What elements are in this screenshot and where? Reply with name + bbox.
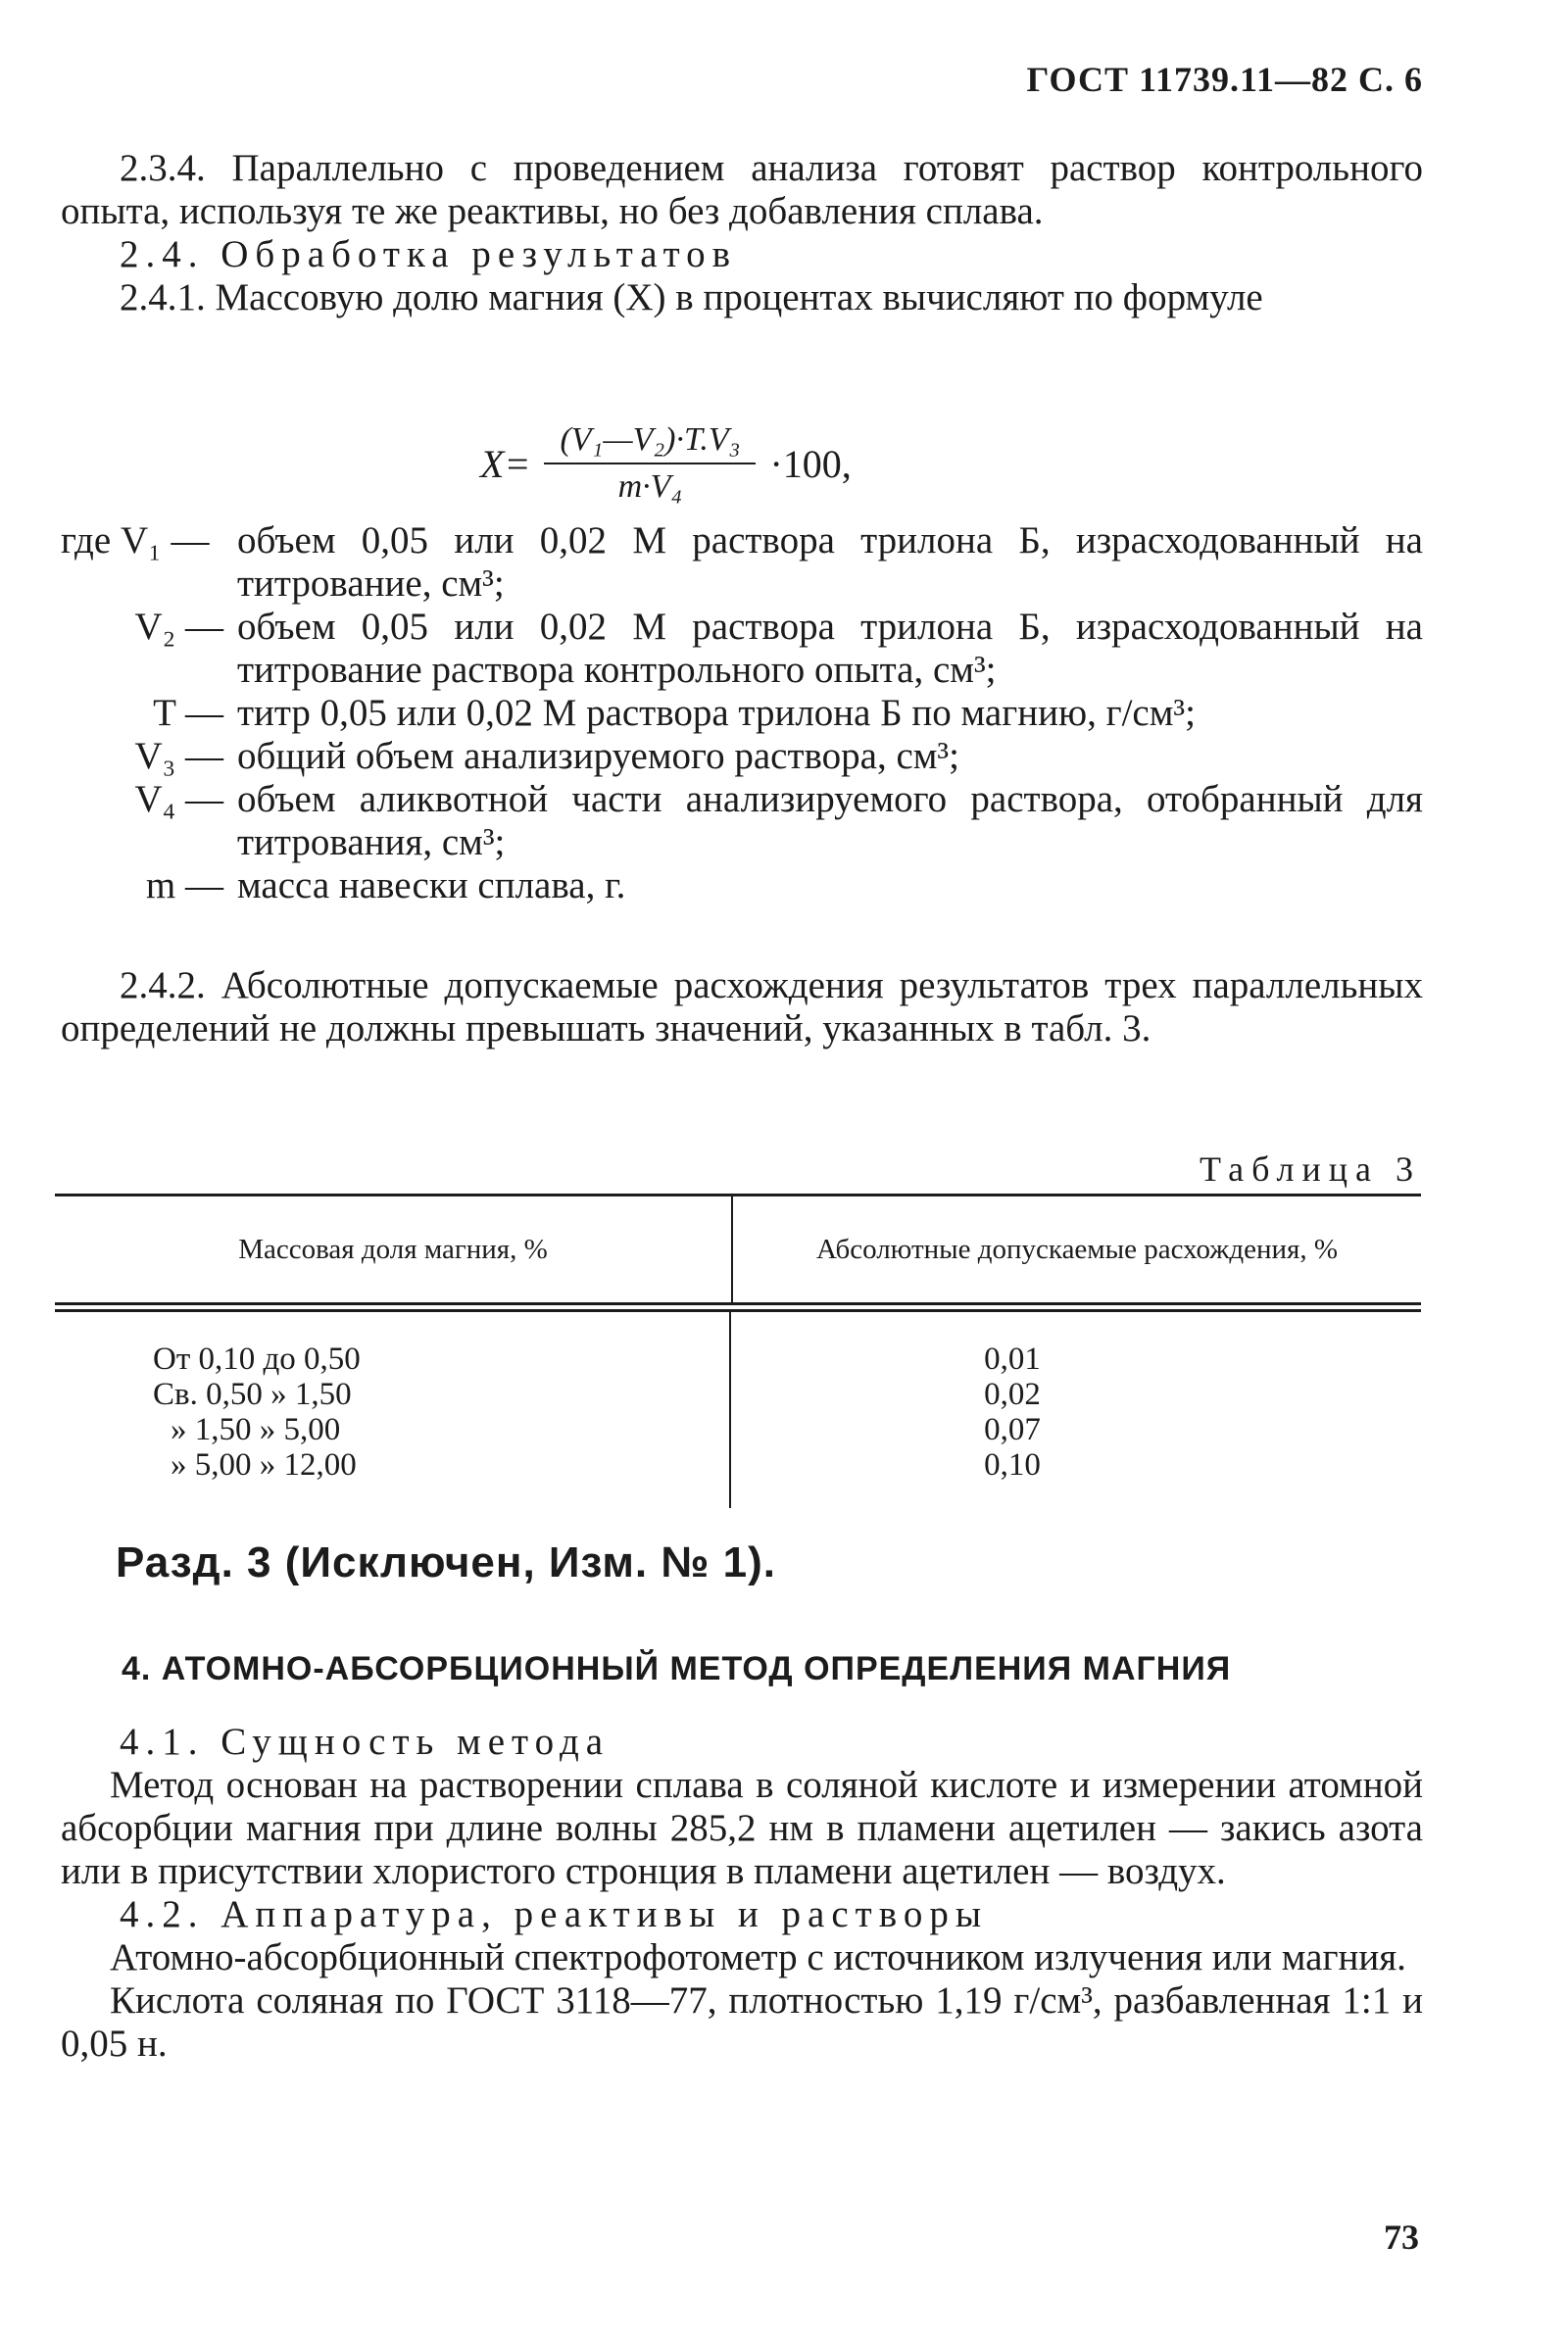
table-cell-range: » 5,00 » 12,00 [171, 1447, 357, 1483]
paragraph-2-4-2: 2.4.2. Абсолютные допускаемые расхождения результатов трех параллельных определений не должны превышать значений, указанных в табл. 3. [61, 964, 1423, 1049]
table-body [55, 1312, 1421, 1508]
table-cell-value: 0,07 [984, 1412, 1041, 1447]
table-header-rule [55, 1302, 1421, 1305]
page-header: ГОСТ 11739.11—82 С. 6 [1026, 60, 1423, 99]
definition-text: объем 0,05 или 0,02 М раствора трилона Б, израсходованный на титрование раствора контрольного опыта, см³; [237, 606, 1423, 691]
formula-numerator: (V₁—V₂)·T.V₃ [544, 421, 756, 464]
definition-row [61, 735, 1423, 778]
table-cell-value: 0,10 [984, 1447, 1041, 1483]
table-header [55, 1196, 1421, 1302]
paragraph-2-4-2-block [61, 964, 1423, 1050]
heading-2-4: 2.4. Обработка результатов [120, 233, 738, 275]
definition-text: общий объем анализируемого раствора, см³; [237, 735, 959, 777]
section-3-note: Разд. 3 (Исключен, Изм. № 1). [116, 1538, 776, 1586]
paragraph-2-3-4: 2.3.4. Параллельно с проведением анализа готовят раствор контрольного опыта, используя те же реактивы, но без добавления сплава. [61, 147, 1423, 232]
paragraph-4-2-a: Атомно-абсорбционный спектрофотометр с источником излучения или магния. [110, 1936, 1406, 1978]
column-header-mass-fraction: Массовая доля магния, % [55, 1196, 733, 1302]
paragraph-2-4-1: 2.4.1. Массовую долю магния (X) в процентах вычисляют по формуле [120, 276, 1263, 318]
definition-symbol: V₄ — [134, 778, 223, 820]
section-4-body [61, 1721, 1423, 2066]
formula [480, 421, 852, 506]
formula-denominator: m·V₄ [617, 468, 683, 505]
tolerance-table [55, 1194, 1421, 1508]
definition-row [61, 692, 1423, 735]
definition-symbol: где V₁ — [61, 519, 210, 561]
formula-lhs: X= [480, 441, 531, 486]
top-text-block [61, 147, 1423, 319]
section-4-title: 4. АТОМНО-АБСОРБЦИОННЫЙ МЕТОД ОПРЕДЕЛЕНИЯ МАГНИЯ [122, 1650, 1232, 1687]
definition-row [61, 864, 1423, 907]
paragraph-4-2-b: Кислота соляная по ГОСТ 3118—77, плотностью 1,19 г/см³, разбавленная 1:1 и 0,05 н. [61, 1979, 1423, 2065]
definition-text: объем 0,05 или 0,02 М раствора трилона Б, израсходованный на титрование, см³; [237, 519, 1423, 605]
definition-text: титр 0,05 или 0,02 М раствора трилона Б по магнию, г/см³; [237, 692, 1196, 734]
definition-text: масса навески сплава, г. [237, 864, 626, 906]
range-column [55, 1312, 731, 1508]
definition-row [61, 606, 1423, 692]
column-header-tolerance: Абсолютные допускаемые расхождения, % [816, 1233, 1338, 1265]
page-number: 73 [1384, 2218, 1419, 2257]
value-column [731, 1312, 1421, 1508]
paragraph-4-1: Метод основан на растворении сплава в соляной кислоте и измерении атомной абсорбции магния при длине волны 285,2 нм в пламени ацетилен — закись азота или в присутствии хлористого стронция в пламени ацетилен — воздух. [61, 1764, 1423, 1892]
definitions-list [61, 519, 1423, 907]
definition-symbol: V₂ — [134, 606, 223, 648]
table-cell-range: » 1,50 » 5,00 [171, 1412, 341, 1447]
table-cell-value: 0,01 [984, 1342, 1041, 1377]
definition-symbol: m — [145, 864, 223, 906]
formula-rhs: ·100, [769, 441, 852, 486]
definition-row [61, 519, 1423, 606]
table-cell-value: 0,02 [984, 1377, 1041, 1412]
table-caption: Таблица 3 [1200, 1149, 1421, 1189]
definition-symbol: V₃ — [134, 735, 223, 777]
formula-fraction [544, 421, 756, 506]
definition-symbol: T — [153, 692, 223, 734]
table-cell-range: Св. 0,50 » 1,50 [153, 1377, 352, 1412]
heading-4-2: 4.2. Аппаратура, реактивы и растворы [120, 1893, 989, 1935]
definition-row [61, 778, 1423, 864]
table-cell-range: От 0,10 до 0,50 [153, 1342, 361, 1377]
definition-text: объем аликвотной части анализируемого раствора, отобранный для титрования, см³; [237, 778, 1423, 863]
heading-4-1: 4.1. Сущность метода [120, 1721, 611, 1763]
